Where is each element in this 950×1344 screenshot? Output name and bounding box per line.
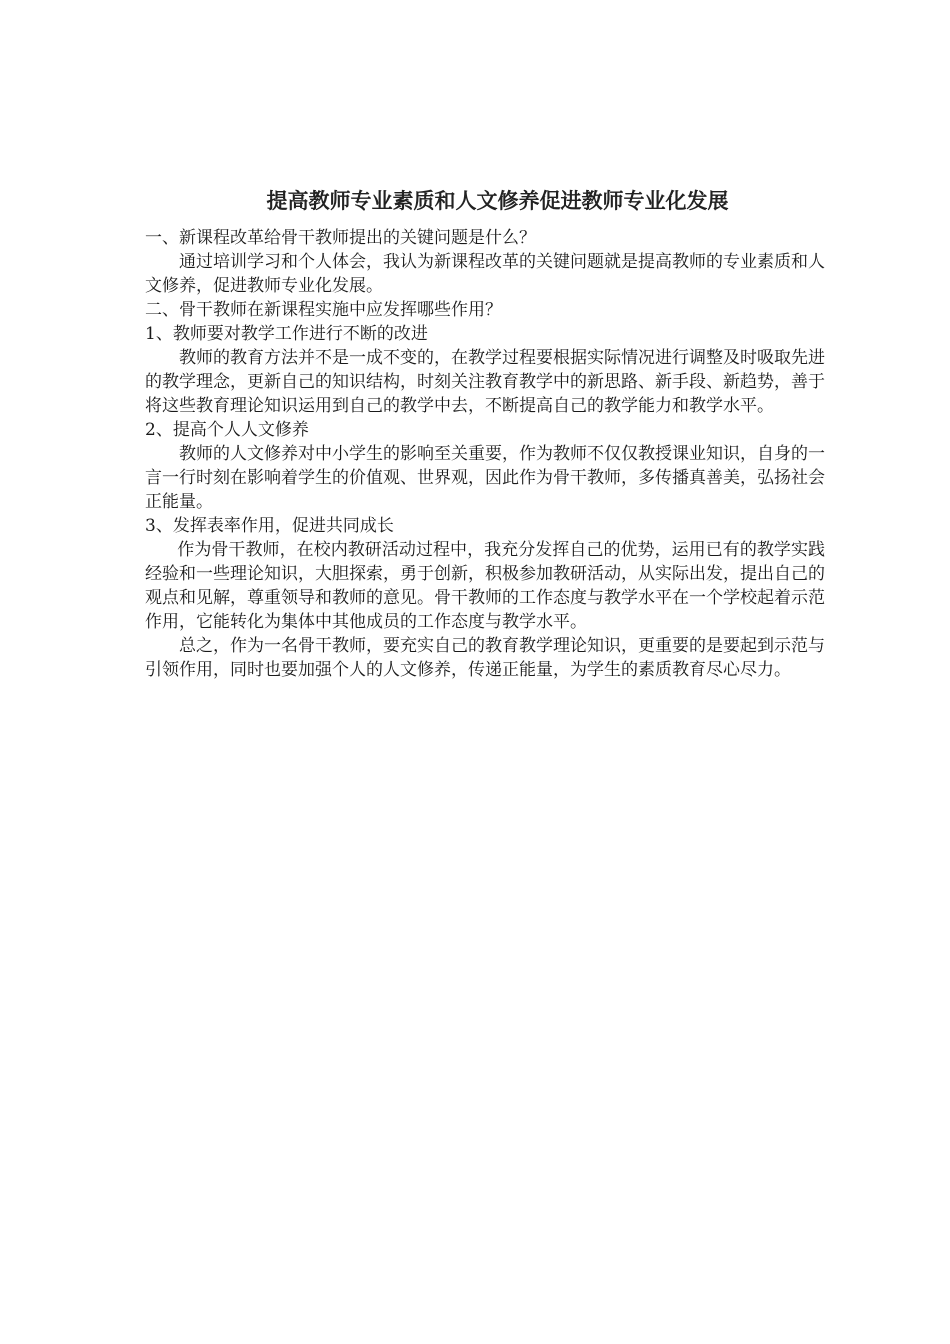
paragraph-subsection-1: 教师的教育方法并不是一成不变的，在教学过程要根据实际情况进行调整及时吸取先进的教学理念，更新自己的知识结构，时刻关注教育教学中的新思路、新手段、新趋势，善于将这些教育理论知识运用到自己的教学中去，不断提高自己的教学能力和教学水平。 [145,348,825,416]
paragraph-conclusion: 总之，作为一名骨干教师，要充实自己的教育教学理论知识，更重要的是要起到示范与引领作用，同时也要加强个人的人文修养，传递正能量，为学生的素质教育尽心尽力。 [145,636,825,680]
subheading-1: 1、教师要对教学工作进行不断的改进 [145,324,428,344]
paragraph-answer-1: 通过培训学习和个人体会，我认为新课程改革的关键问题就是提高教师的专业素质和人文修养，促进教师专业化发展。 [145,252,825,296]
paragraph-subsection-3: 作为骨干教师，在校内教研活动过程中，我充分发挥自己的优势，运用已有的教学实践经验和一些理论知识，大胆探索，勇于创新，积极参加教研活动，从实际出发，提出自己的观点和见解，尊重领导和教师的意见。骨干教师的工作态度与教学水平在一个学校起着示范作用，它能转化为集体中其他成员的工作态度与教学水平。 [145,540,825,632]
subheading-3: 3、发挥表率作用，促进共同成长 [145,516,394,536]
document-title: 提高教师专业素质和人文修养促进教师专业化发展 [266,189,729,213]
heading-question-2: 二、骨干教师在新课程实施中应发挥哪些作用？ [145,300,502,320]
document-body [145,226,825,682]
subheading-2: 2、提高个人人文修养 [145,420,309,440]
heading-question-1: 一、新课程改革给骨干教师提出的关键问题是什么？ [145,228,536,248]
paragraph-subsection-2: 教师的人文修养对中小学生的影响至关重要，作为教师不仅仅教授课业知识，自身的一言一行时刻在影响着学生的价值观、世界观，因此作为骨干教师，多传播真善美，弘扬社会正能量。 [145,444,825,512]
